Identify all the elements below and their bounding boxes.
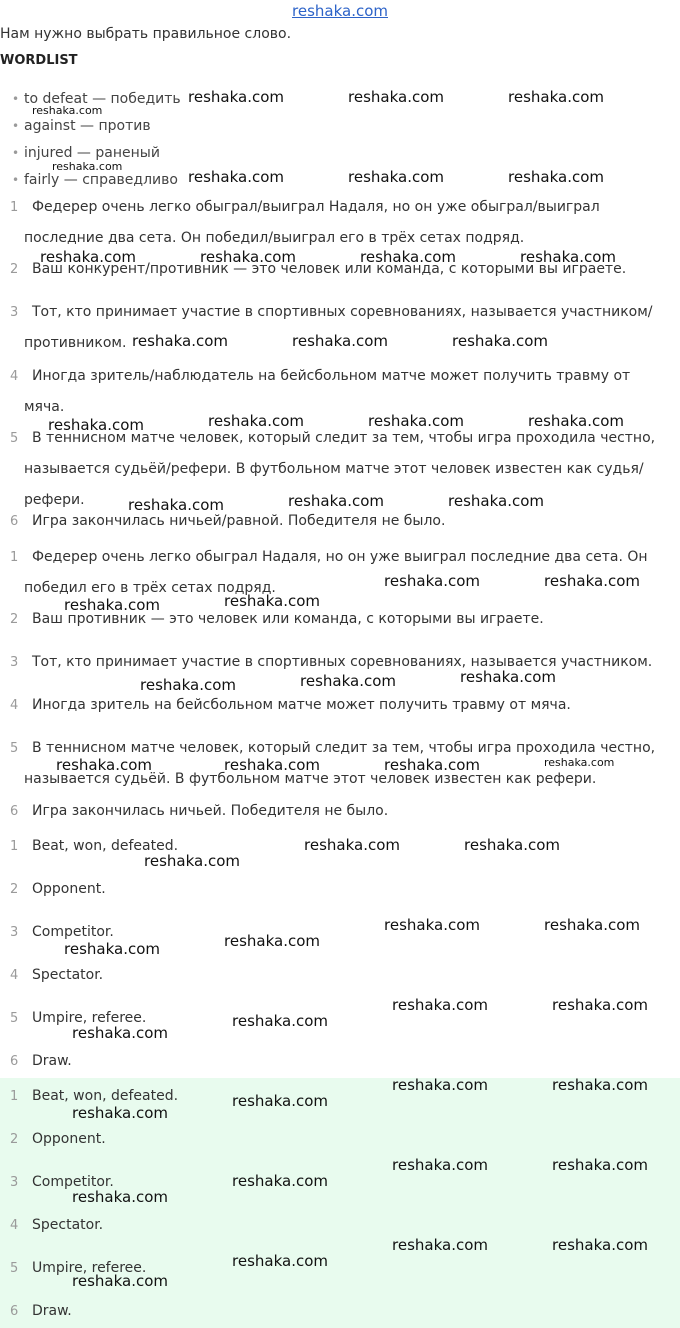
watermark: reshaka.com <box>460 668 556 686</box>
item-number: 4 <box>10 1218 19 1233</box>
watermark: reshaka.com <box>508 168 604 186</box>
watermark: reshaka.com <box>232 1092 328 1110</box>
watermark: reshaka.com <box>448 492 544 510</box>
site-link[interactable]: reshaka.com <box>292 2 388 20</box>
watermark: reshaka.com <box>32 104 103 117</box>
item-text: Ваш конкурент/противник — это человек или команда, с которыми вы играете. <box>32 261 627 277</box>
item-text: Игра закончилась ничьей/равной. Победителя не было. <box>32 513 446 529</box>
watermark: reshaka.com <box>200 248 296 266</box>
item-text: Spectator. <box>32 967 104 983</box>
item-text: Федерер очень легко обыграл/выиграл Надаля, но он уже обыграл/выиграл последние два сета. Он победил/выиграл его в трёх сетах подряд. <box>24 199 600 246</box>
watermark: reshaka.com <box>140 676 236 694</box>
item-text: Тот, кто принимает участие в спортивных соревнованиях, называется участником. <box>32 654 653 670</box>
item-number: 5 <box>10 1261 19 1276</box>
wordlist-item: • injured — раненый <box>0 142 680 169</box>
item-number: 5 <box>10 741 19 756</box>
item-number: 3 <box>10 305 19 320</box>
watermark: reshaka.com <box>300 672 396 690</box>
watermark: reshaka.com <box>72 1188 168 1206</box>
watermark: reshaka.com <box>72 1024 168 1042</box>
item-text: Competitor. <box>32 924 114 940</box>
item-number: 5 <box>10 1011 19 1026</box>
wordlist-item: • fairly — справедливо <box>0 169 680 196</box>
watermark: reshaka.com <box>552 996 648 1014</box>
watermark: reshaka.com <box>384 916 480 934</box>
item-text: Федерер очень легко обыграл Надаля, но он уже выиграл последние два сета. Он победил его в трёх сетах подряд. <box>24 549 648 596</box>
item-text: Draw. <box>32 1303 72 1319</box>
watermark: reshaka.com <box>64 940 160 958</box>
item-number: 2 <box>10 612 19 627</box>
item-text: Ваш противник — это человек или команда, с которыми вы играете. <box>32 611 544 627</box>
item-number: 5 <box>10 431 19 446</box>
watermark: reshaka.com <box>384 756 480 774</box>
watermark: reshaka.com <box>224 592 320 610</box>
watermark: reshaka.com <box>188 88 284 106</box>
watermark: reshaka.com <box>64 596 160 614</box>
watermark: reshaka.com <box>392 1156 488 1174</box>
exercise-options-section <box>0 192 680 542</box>
watermark: reshaka.com <box>544 916 640 934</box>
watermark: reshaka.com <box>232 1172 328 1190</box>
watermark: reshaka.com <box>464 836 560 854</box>
watermark: reshaka.com <box>288 492 384 510</box>
item-number: 3 <box>10 1175 19 1190</box>
item-number: 1 <box>10 200 19 215</box>
watermark: reshaka.com <box>544 572 640 590</box>
item-text: Тот, кто принимает участие в спортивных соревнованиях, называется участником/противником. <box>24 304 653 351</box>
watermark: reshaka.com <box>224 932 320 950</box>
watermark: reshaka.com <box>52 160 123 173</box>
wordlist-item: • against — против <box>0 115 680 142</box>
item-text: В теннисном матче человек, который следит за тем, чтобы игра проходила честно, называется судьёй. В футбольном матче этот человек известен как рефери. <box>24 740 656 787</box>
item-text: Игра закончилась ничьей. Победителя не было. <box>32 803 389 819</box>
item-number: 2 <box>10 1132 19 1147</box>
watermark: reshaka.com <box>552 1076 648 1094</box>
item-number: 2 <box>10 882 19 897</box>
watermark: reshaka.com <box>552 1156 648 1174</box>
item-number: 1 <box>10 839 19 854</box>
item-text: Opponent. <box>32 881 106 897</box>
watermark: reshaka.com <box>348 168 444 186</box>
item-text: Spectator. <box>32 1217 104 1233</box>
wordlist-title: WORDLIST <box>0 53 78 68</box>
watermark: reshaka.com <box>528 412 624 430</box>
item-number: 2 <box>10 262 19 277</box>
bullet-icon: • <box>12 173 20 187</box>
item-text: В теннисном матче человек, который следит за тем, чтобы игра проходила честно, называется судьёй/рефери. В футбольном матче этот человек известен как судья/рефери. <box>24 430 656 508</box>
watermark: reshaka.com <box>544 756 615 769</box>
item-number: 6 <box>10 804 19 819</box>
bullet-icon: • <box>12 119 20 133</box>
item-number: 1 <box>10 550 19 565</box>
watermark: reshaka.com <box>392 1236 488 1254</box>
item-text: Draw. <box>32 1053 72 1069</box>
watermark: reshaka.com <box>232 1252 328 1270</box>
item-number: 3 <box>10 925 19 940</box>
item-text: Opponent. <box>32 1131 106 1147</box>
watermark: reshaka.com <box>208 412 304 430</box>
watermark: reshaka.com <box>188 168 284 186</box>
item-text: Иногда зритель/наблюдатель на бейсбольном матче может получить травму от мяча. <box>24 368 631 415</box>
watermark: reshaka.com <box>360 248 456 266</box>
watermark: reshaka.com <box>72 1272 168 1290</box>
item-text: Иногда зритель на бейсбольном матче может получить травму от мяча. <box>32 697 571 713</box>
watermark: reshaka.com <box>452 332 548 350</box>
watermark: reshaka.com <box>128 496 224 514</box>
watermark: reshaka.com <box>56 756 152 774</box>
watermark: reshaka.com <box>392 1076 488 1094</box>
item-number: 1 <box>10 1089 19 1104</box>
bullet-icon: • <box>12 92 20 106</box>
watermark: reshaka.com <box>292 332 388 350</box>
item-text: Umpire, referee. <box>32 1260 147 1276</box>
item-text: Competitor. <box>32 1174 114 1190</box>
watermark: reshaka.com <box>144 852 240 870</box>
bullet-icon: • <box>12 146 20 160</box>
watermark: reshaka.com <box>368 412 464 430</box>
item-number: 6 <box>10 1054 19 1069</box>
item-number: 4 <box>10 369 19 384</box>
watermark: reshaka.com <box>40 248 136 266</box>
wordlist-item: • to defeat — победить <box>0 88 680 115</box>
item-text: Umpire, referee. <box>32 1010 147 1026</box>
item-number: 6 <box>10 1304 19 1319</box>
watermark: reshaka.com <box>304 836 400 854</box>
watermark: reshaka.com <box>348 88 444 106</box>
watermark: reshaka.com <box>48 416 144 434</box>
watermark: reshaka.com <box>552 1236 648 1254</box>
item-text: Beat, won, defeated. <box>32 838 179 854</box>
item-number: 4 <box>10 968 19 983</box>
watermark: reshaka.com <box>508 88 604 106</box>
watermark: reshaka.com <box>232 1012 328 1030</box>
watermark: reshaka.com <box>384 572 480 590</box>
watermark: reshaka.com <box>72 1104 168 1122</box>
item-number: 4 <box>10 698 19 713</box>
watermark: reshaka.com <box>224 756 320 774</box>
item-number: 6 <box>10 514 19 529</box>
intro-text: Нам нужно выбрать правильное слово. <box>0 26 292 42</box>
watermark: reshaka.com <box>520 248 616 266</box>
item-text: Beat, won, defeated. <box>32 1088 179 1104</box>
item-number: 3 <box>10 655 19 670</box>
watermark: reshaka.com <box>132 332 228 350</box>
watermark: reshaka.com <box>392 996 488 1014</box>
